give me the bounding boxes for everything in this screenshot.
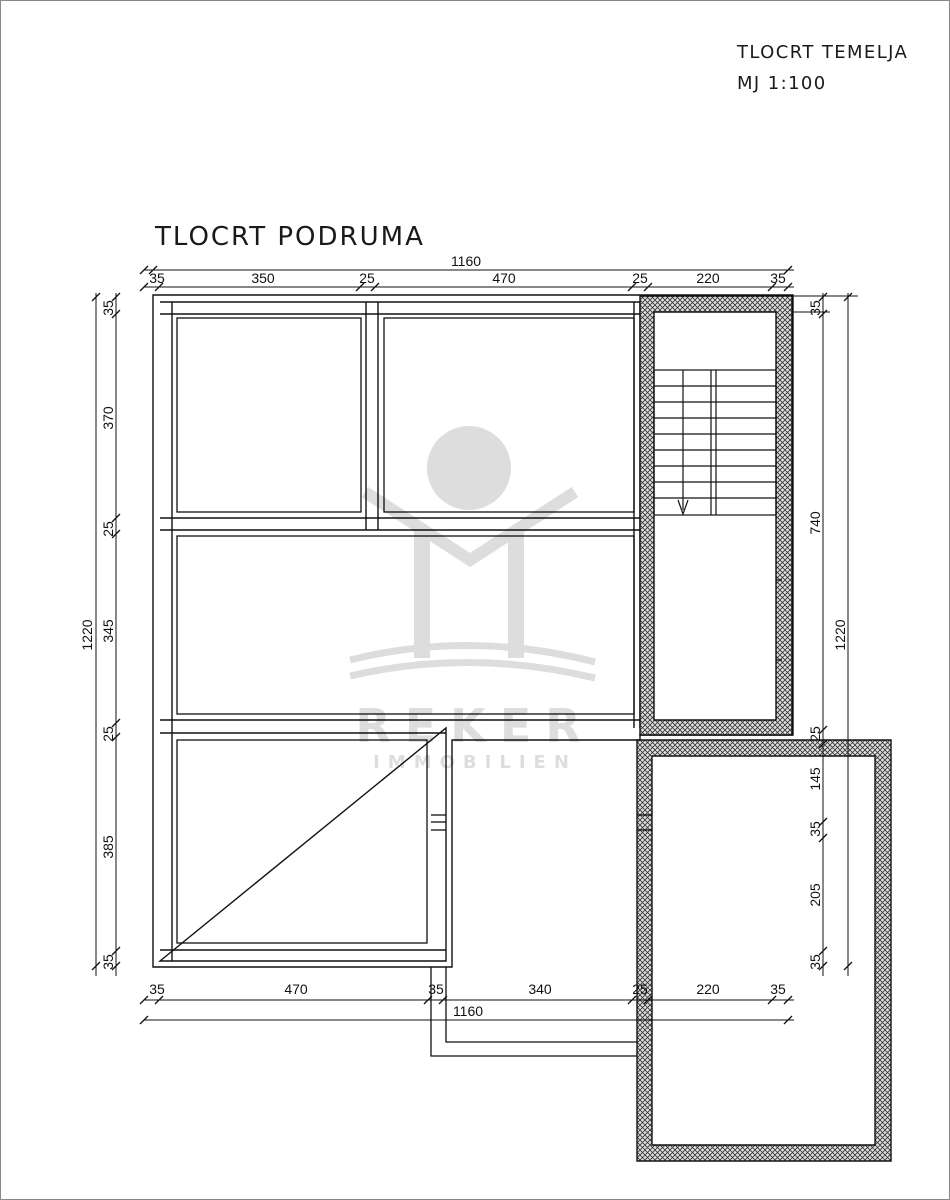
dim-bottom-1: 35 — [149, 981, 165, 997]
basement-walls — [153, 295, 793, 967]
dim-bottom-total: 1160 — [452, 1003, 484, 1019]
dim-top-2: 350 — [251, 270, 275, 286]
watermark — [350, 426, 595, 773]
dim-top-3: 25 — [359, 270, 375, 286]
room-middle — [177, 536, 634, 714]
dim-bottom-6: 220 — [696, 981, 720, 997]
room-top-left — [177, 318, 361, 512]
dim-right-lower-5: 35 — [807, 954, 823, 970]
scale-label: MJ 1:100 — [737, 73, 827, 94]
dim-left-6: 385 — [100, 835, 116, 859]
stair-treads — [654, 370, 782, 660]
dim-left-3: 25 — [100, 521, 116, 537]
dim-top-4: 470 — [492, 270, 516, 286]
annex-wall-hatched — [637, 740, 891, 1161]
dim-bottom-5: 25 — [632, 981, 648, 997]
dim-left-total: 1220 — [79, 619, 95, 651]
dim-top-7: 35 — [770, 270, 786, 286]
stairwell — [640, 296, 792, 735]
dim-left-5: 25 — [100, 726, 116, 742]
dim-right-upper-2: 740 — [807, 511, 823, 535]
dim-top-5: 25 — [632, 270, 648, 286]
dim-top-1: 35 — [149, 270, 165, 286]
outer-wall-inner-face — [160, 302, 786, 961]
dim-left-7: 35 — [100, 954, 116, 970]
dim-bottom-7: 35 — [770, 981, 786, 997]
dim-bottom-2: 470 — [284, 981, 308, 997]
dim-left-1: 35 — [100, 300, 116, 316]
title-basement-plan: TLOCRT PODRUMA — [155, 222, 425, 252]
annex — [431, 740, 891, 1161]
dim-right-upper-1: 35 — [807, 300, 823, 316]
dim-right-total: 1220 — [832, 619, 848, 651]
dim-right-lower-4: 205 — [807, 883, 823, 907]
dimensions-right — [807, 300, 848, 970]
dim-bottom-3: 35 — [428, 981, 444, 997]
room-top-right — [384, 318, 634, 512]
dim-left-2: 370 — [100, 406, 116, 430]
dim-top-total: 1160 — [450, 253, 482, 269]
outer-wall-outline — [153, 295, 793, 967]
dim-bottom-4: 340 — [528, 981, 552, 997]
watermark-logo-circle — [427, 426, 511, 510]
watermark-brand: REKER — [355, 699, 595, 753]
dimensions-left — [79, 300, 116, 970]
watermark-sub: IMMOBILIEN — [373, 752, 577, 773]
title-foundation-plan: TLOCRT TEMELJA — [737, 42, 909, 63]
dim-top-6: 220 — [696, 270, 720, 286]
dim-left-4: 345 — [100, 619, 116, 643]
rooms — [177, 318, 634, 943]
dim-right-lower-1: 25 — [807, 726, 823, 742]
watermark-logo-waves — [350, 645, 595, 678]
dim-right-lower-3: 35 — [807, 821, 823, 837]
dim-right-lower-2: 145 — [807, 767, 823, 791]
